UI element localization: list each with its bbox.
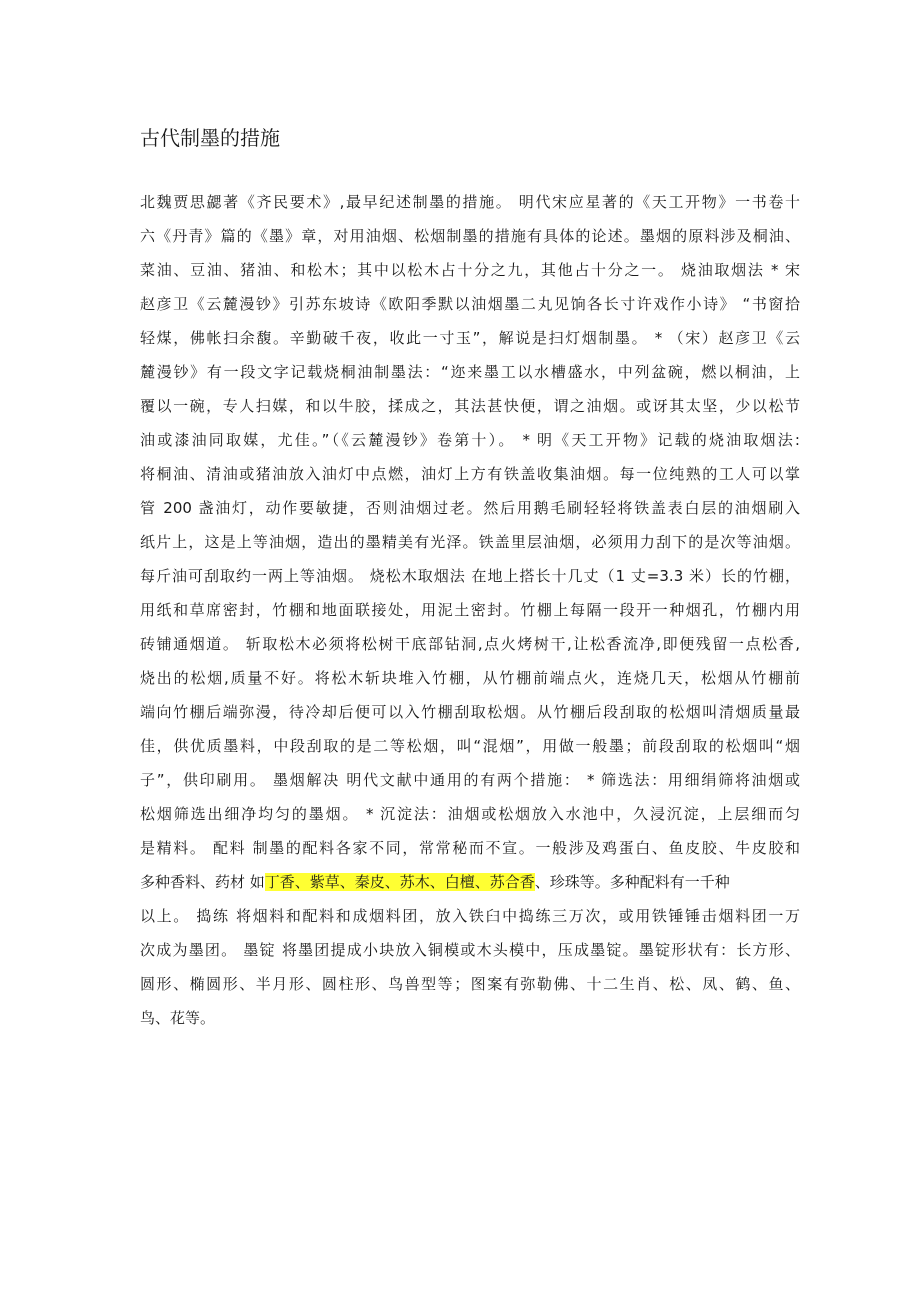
document-body bbox=[140, 185, 800, 1035]
highlight-prefix: 多种香料、药材 如 bbox=[140, 873, 265, 891]
body-line: 油或漆油同取媒，尤佳。”（《云麓漫钞》卷第十）。 * 明《天工开物》记载的烧油取烟法: bbox=[140, 431, 800, 449]
body-line: 松烟筛选出细净均匀的墨烟。 * 沉淀法：油烟或松烟放入水池中，久浸沉淀，上层细而匀 bbox=[140, 805, 800, 823]
highlight-suffix: 、珍珠等。多种配料有一千种 bbox=[534, 873, 730, 891]
body-line: 覆以一碗，专人扫媒，和以牛胶，揉成之，其法甚快便，谓之油烟。或讶其太坚，少以松节 bbox=[140, 397, 800, 415]
body-line: 六《丹青》篇的《墨》章，对用油烟、松烟制墨的措施有具体的论述。墨烟的原料涉及桐油、 bbox=[140, 227, 800, 245]
body-line: 用纸和草席密封，竹棚和地面联接处，用泥土密封。竹棚上每隔一段开一种烟孔，竹棚内用 bbox=[140, 601, 800, 619]
body-line: 轻煤，佛帐扫余馥。辛勤破千夜，收此一寸玉”，解说是扫灯烟制墨。 * （宋）赵彦卫《云 bbox=[140, 329, 800, 347]
body-line: 次成为墨团。 墨锭 将墨团提成小块放入铜模或木头模中，压成墨锭。墨锭形状有：长方形、 bbox=[140, 941, 800, 959]
body-line: 每斤油可刮取约一两上等油烟。 烧松木取烟法 在地上搭长十几丈（1 丈=3.3 米）长的竹棚， bbox=[140, 567, 800, 585]
body-line-highlighted bbox=[140, 865, 800, 899]
body-line: 麓漫钞》有一段文字记载烧桐油制墨法：“迩来墨工以水槽盛水，中列盆碗，燃以桐油，上 bbox=[140, 363, 800, 381]
body-line: 以上。 捣练 将烟料和配料和成烟料团，放入铁臼中捣练三万次，或用铁锤锤击烟料团一万 bbox=[140, 907, 800, 925]
body-line: 砖铺通烟道。 斩取松木必须将松树干底部钻洞,点火烤树干,让松香流净,即便残留一点松香, bbox=[140, 635, 800, 653]
body-line: 管 200 盏油灯，动作要敏捷，否则油烟过老。然后用鹅毛刷轻轻将铁盖表白层的油烟刷入 bbox=[140, 499, 800, 517]
body-line: 菜油、豆油、猪油、和松木；其中以松木占十分之九，其他占十分之一。 烧油取烟法 * 宋 bbox=[140, 261, 800, 279]
highlighted-ingredients: 丁香、紫草、秦皮、苏木、白檀、苏合香 bbox=[264, 873, 535, 891]
body-line: 子”，供印刷用。 墨烟解决 明代文献中通用的有两个措施： * 筛选法：用细绢筛将油烟或 bbox=[140, 771, 800, 789]
body-line: 端向竹棚后端弥漫，待冷却后便可以入竹棚刮取松烟。从竹棚后段刮取的松烟叫清烟质量最 bbox=[140, 703, 800, 721]
body-line-last: 鸟、花等。 bbox=[140, 1009, 216, 1027]
document-title: 古代制墨的措施 bbox=[140, 126, 280, 150]
body-line: 圆形、椭圆形、半月形、圆柱形、鸟兽型等；图案有弥勒佛、十二生肖、松、凤、鹤、鱼、 bbox=[140, 975, 800, 993]
body-line: 纸片上，这是上等油烟，造出的墨精美有光泽。铁盖里层油烟，必须用力刮下的是次等油烟。 bbox=[140, 533, 800, 551]
body-line: 赵彦卫《云麓漫钞》引苏东坡诗《欧阳季默以油烟墨二丸见饷各长寸许戏作小诗》 “书窗拾 bbox=[140, 295, 800, 313]
body-line: 北魏贾思勰著《齐民要术》,最早纪述制墨的措施。 明代宋应星著的《天工开物》一书卷十 bbox=[140, 193, 800, 211]
body-line: 是精料。 配料 制墨的配料各家不同，常常秘而不宣。一般涉及鸡蛋白、鱼皮胶、牛皮胶和 bbox=[140, 839, 800, 857]
body-line: 烧出的松烟,质量不好。将松木斩块堆入竹棚，从竹棚前端点火，连烧几天，松烟从竹棚前 bbox=[140, 669, 800, 687]
body-line: 将桐油、清油或猪油放入油灯中点燃，油灯上方有铁盖收集油烟。每一位纯熟的工人可以掌 bbox=[140, 465, 800, 483]
body-line: 佳，供优质墨料，中段刮取的是二等松烟，叫“混烟”，用做一般墨；前段刮取的松烟叫“烟 bbox=[140, 737, 800, 755]
